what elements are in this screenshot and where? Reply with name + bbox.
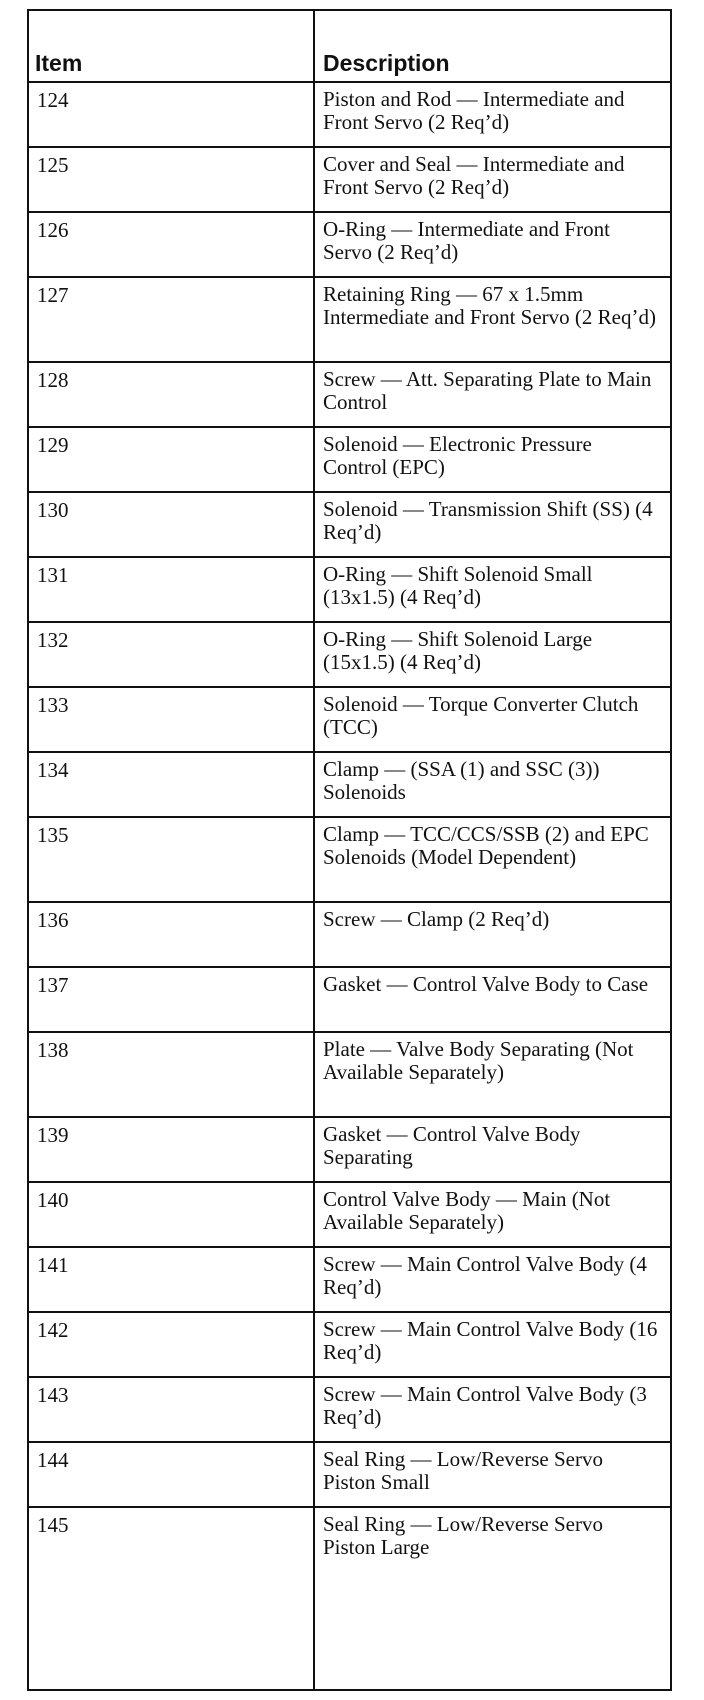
item-description: Solenoid — Electronic Pressure Control (EPC) (323, 432, 592, 479)
item-column-header: Item (35, 50, 83, 76)
item-description: Gasket — Control Valve Body to Case (323, 972, 649, 996)
item-description: Seal Ring — Low/Reverse Servo Piston Small (323, 1447, 603, 1494)
table-body (29, 83, 670, 1573)
table-row (29, 818, 670, 903)
table-row (29, 1313, 670, 1378)
item-description: Clamp — TCC/CCS/SSB (2) and EPC Solenoids (Model Dependent) (323, 822, 649, 869)
item-description: Solenoid — Transmission Shift (SS) (4 Req’d) (323, 497, 653, 544)
item-description: O-Ring — Shift Solenoid Large (15x1.5) (4 Req’d) (323, 627, 593, 674)
item-description: Gasket — Control Valve Body Separating (323, 1122, 581, 1169)
table-row (29, 493, 670, 558)
table-row (29, 83, 670, 148)
item-description: Screw — Clamp (2 Req’d) (323, 907, 550, 931)
item-number: 126 (37, 218, 69, 242)
table-row (29, 1183, 670, 1248)
item-number: 128 (37, 368, 69, 392)
item-description: O-Ring — Shift Solenoid Small (13x1.5) (4 Req’d) (323, 562, 593, 609)
table-row (29, 278, 670, 363)
item-number: 143 (37, 1383, 69, 1407)
table-row (29, 968, 670, 1033)
item-number: 127 (37, 283, 69, 307)
item-description: Plate — Valve Body Separating (Not Available Separately) (323, 1037, 634, 1084)
item-description: Cover and Seal — Intermediate and Front Servo (2 Req’d) (323, 152, 625, 199)
item-number: 129 (37, 433, 69, 457)
table-row (29, 688, 670, 753)
table-header (29, 11, 670, 83)
item-number: 144 (37, 1448, 69, 1472)
item-number: 135 (37, 823, 69, 847)
table-row (29, 1248, 670, 1313)
item-number: 136 (37, 908, 69, 932)
table-row (29, 213, 670, 278)
item-number: 145 (37, 1513, 69, 1537)
table-row (29, 428, 670, 493)
item-number: 132 (37, 628, 69, 652)
item-number: 134 (37, 758, 69, 782)
item-number: 130 (37, 498, 69, 522)
item-number: 141 (37, 1253, 69, 1277)
item-number: 125 (37, 153, 69, 177)
table-row (29, 623, 670, 688)
item-description: O-Ring — Intermediate and Front Servo (2 Req’d) (323, 217, 610, 264)
item-number: 139 (37, 1123, 69, 1147)
table-row (29, 1508, 670, 1573)
item-number: 142 (37, 1318, 69, 1342)
item-description: Seal Ring — Low/Reverse Servo Piston Large (323, 1512, 603, 1559)
table-row (29, 558, 670, 623)
table-row (29, 148, 670, 213)
item-description: Screw — Main Control Valve Body (4 Req’d) (323, 1252, 647, 1299)
table-row (29, 1378, 670, 1443)
table-row (29, 1033, 670, 1118)
item-number: 131 (37, 563, 69, 587)
description-column-header: Description (323, 50, 450, 76)
table-row (29, 903, 670, 968)
item-description: Screw — Main Control Valve Body (16 Req’d) (323, 1317, 658, 1364)
table-row (29, 1118, 670, 1183)
item-number: 140 (37, 1188, 69, 1212)
item-number: 124 (37, 88, 69, 112)
table-row (29, 1443, 670, 1508)
parts-table (27, 9, 672, 1691)
table-row (29, 363, 670, 428)
item-description: Screw — Att. Separating Plate to Main Control (323, 367, 652, 414)
item-number: 138 (37, 1038, 69, 1062)
item-number: 137 (37, 973, 69, 997)
item-description: Clamp — (SSA (1) and SSC (3)) Solenoids (323, 757, 600, 804)
item-number: 133 (37, 693, 69, 717)
item-description: Control Valve Body — Main (Not Available Separately) (323, 1187, 611, 1234)
item-description: Retaining Ring — 67 x 1.5mm Intermediate and Front Servo (2 Req’d) (323, 282, 656, 329)
item-description: Solenoid — Torque Converter Clutch (TCC) (323, 692, 639, 739)
item-description: Screw — Main Control Valve Body (3 Req’d) (323, 1382, 647, 1429)
table-row (29, 753, 670, 818)
item-description: Piston and Rod — Intermediate and Front Servo (2 Req’d) (323, 87, 625, 134)
